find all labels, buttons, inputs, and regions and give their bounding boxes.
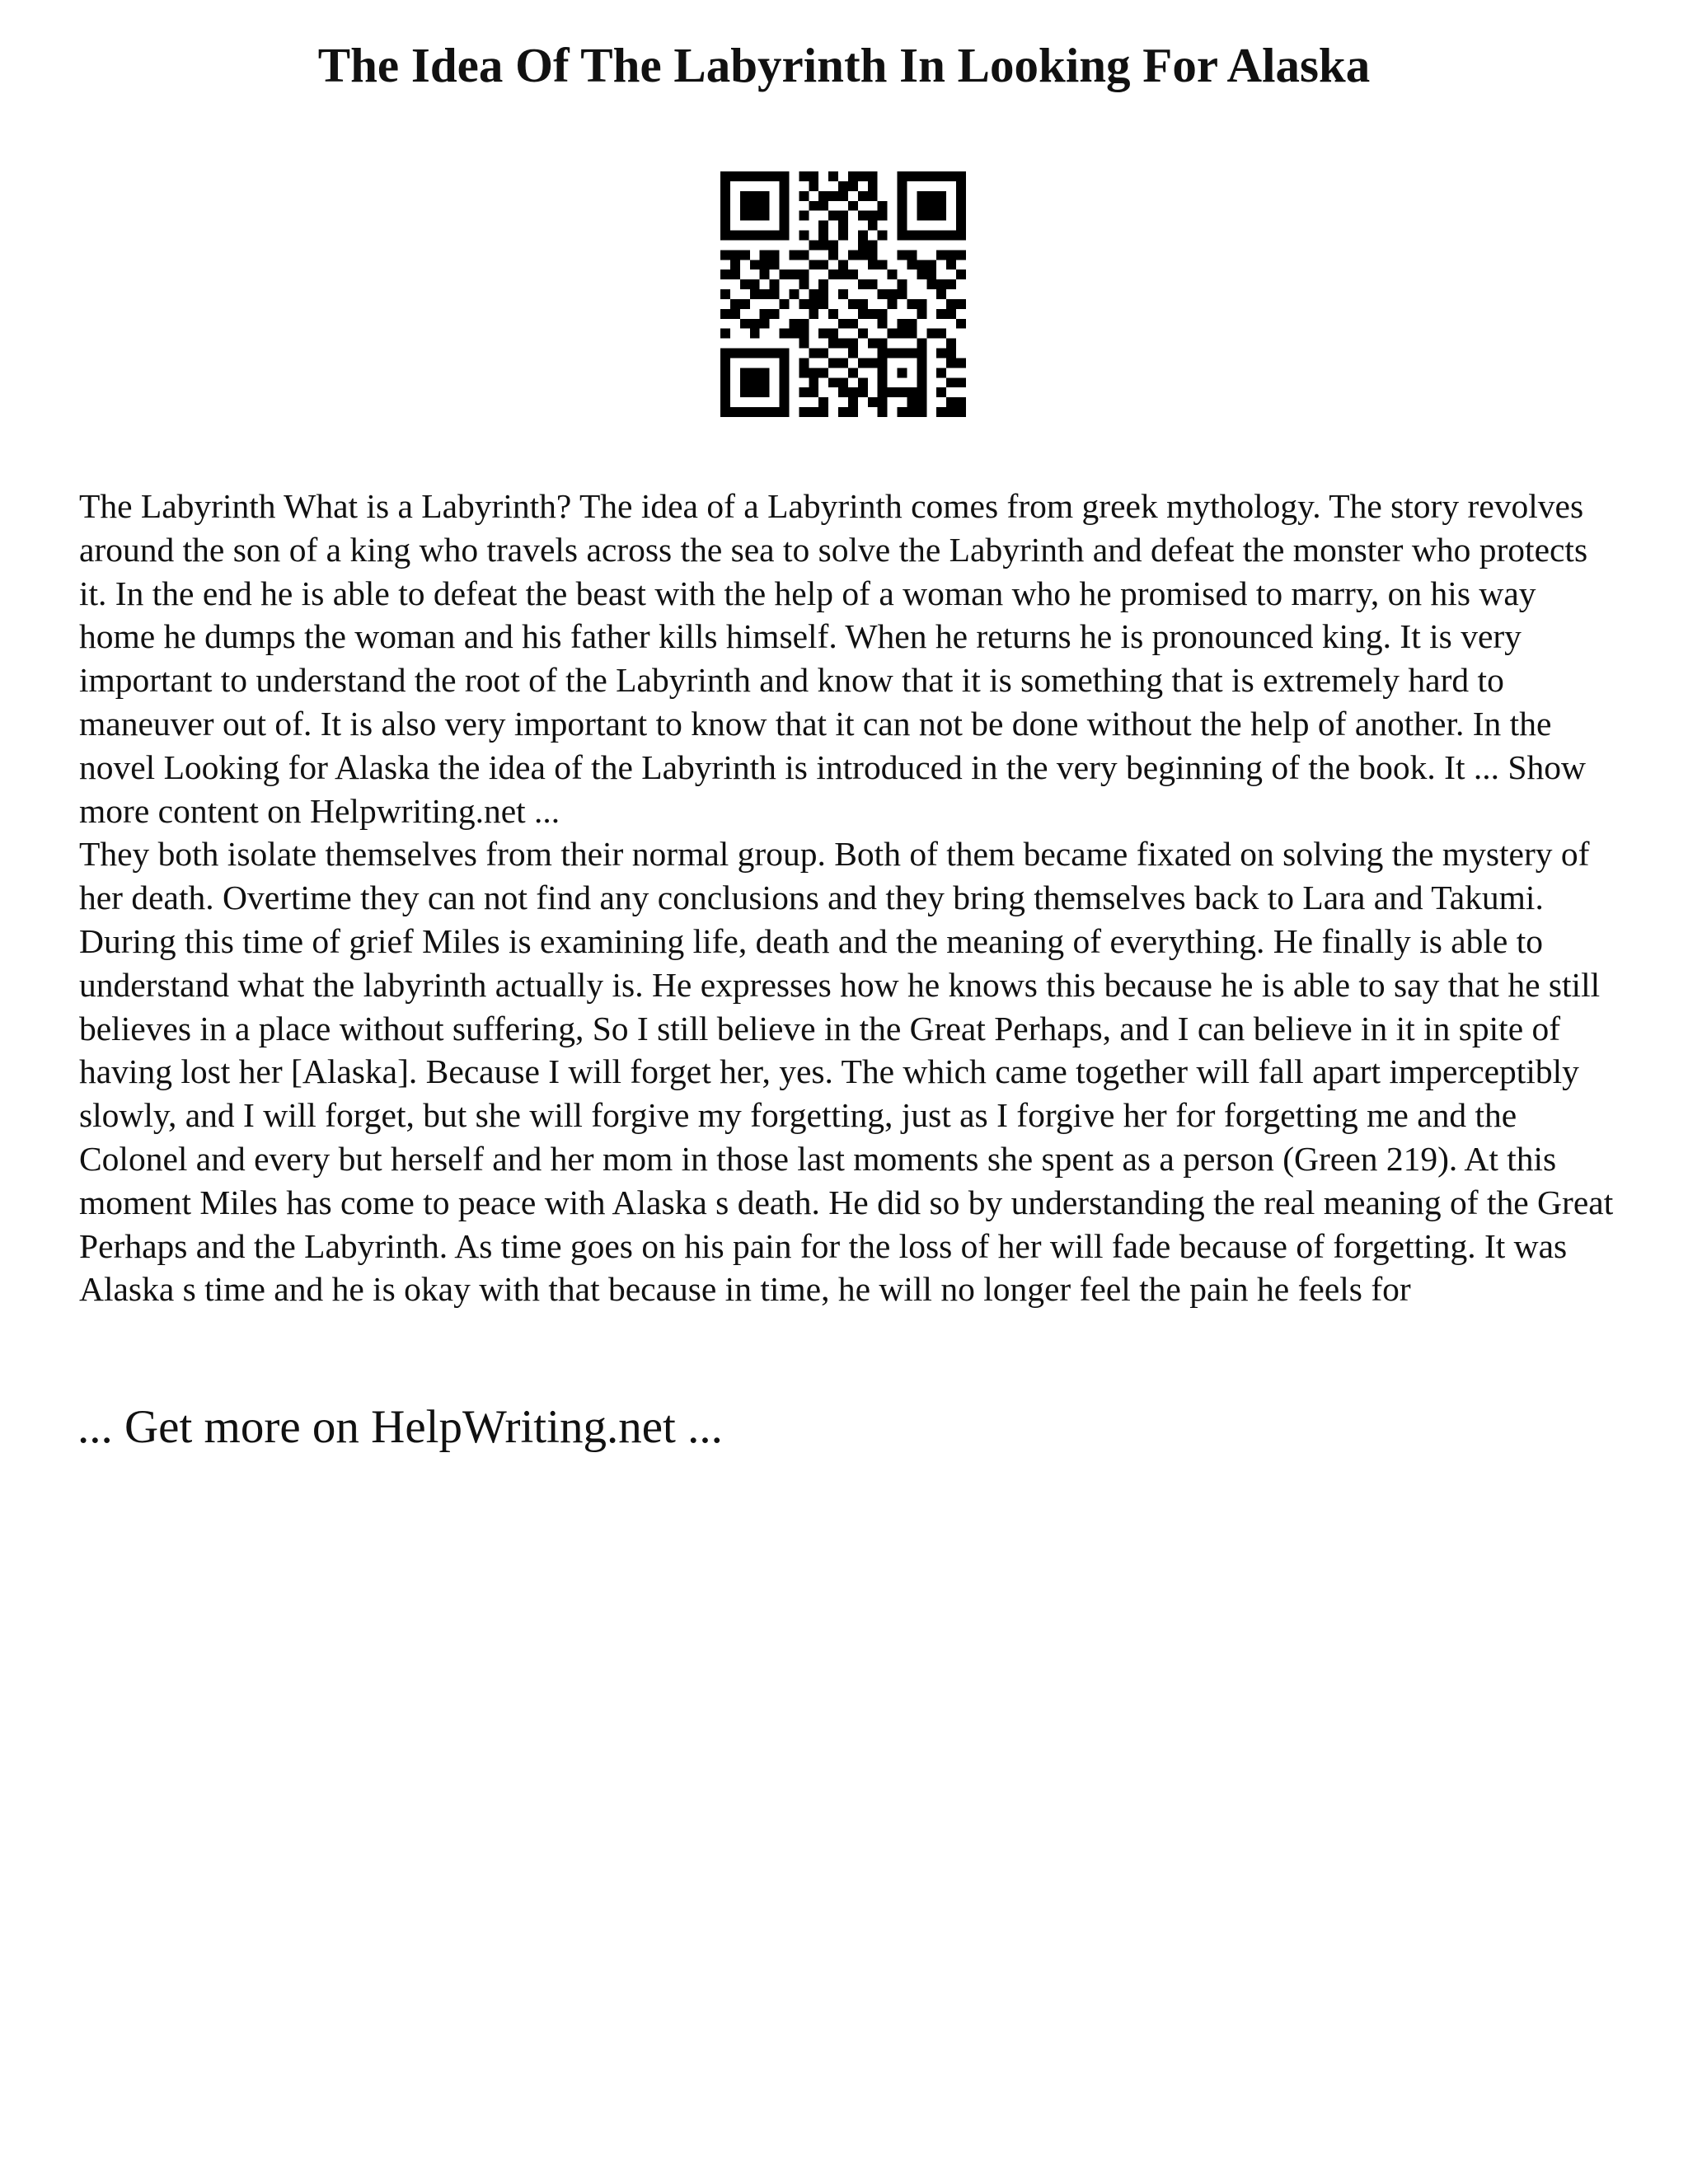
article-body xyxy=(79,485,1620,1311)
page-title: The Idea Of The Labyrinth In Looking For Alaska xyxy=(317,38,1371,92)
article-paragraph-1: The Labyrinth What is a Labyrinth? The idea of a Labyrinth comes from greek mythology. The story revolves around the son of a king who travels across the sea to solve the Labyrinth and defeat the monster who protects it. In the end he is able to defeat the beast with the help of a woman who he promised to marry, on his way home he dumps the woman and his father kills himself. When he returns he is pronounced king. It is very important to understand the root of the Labyrinth and know that it is something that is extremely hard to maneuver out of. It is also very important to know that it can not be done without the help of another. In the novel Looking for Alaska the idea of the Labyrinth is introduced in the very beginning of the book. It ... Show more content on Helpwriting.net ... xyxy=(79,487,1588,830)
article-paragraph-2: They both isolate themselves from their normal group. Both of them became fixated on solving the mystery of her death. Overtime they can not find any conclusions and they bring themselves back to Lara and Takumi. During this time of grief Miles is examining life, death and the meaning of everything. He finally is able to understand what the labyrinth actually is. He expresses how he knows this because he is able to say that he still believes in a place without suffering, So I still believe in the Great Perhaps, and I can believe in it in spite of having lost her [Alaska]. Because I will forget her, yes. The which came together will fall apart imperceptibly slowly, and I will forget, but she will forgive my forgetting, just as I forgive her for forgetting me and the Colonel and every but herself and her mom in those last moments she spent as a person (Green 219). At this moment Miles has come to peace with Alaska s death. He did so by understanding the real meaning of the Great Perhaps and the Labyrinth. As time goes on his pain for the loss of her will fade because of forgetting. It was Alaska s time and he is okay with that because in time, he will no longer feel the pain he feels for xyxy=(79,835,1614,1309)
qr-code-icon xyxy=(720,171,966,417)
qr-code-graphic xyxy=(720,171,966,417)
get-more-link[interactable]: ... Get more on HelpWriting.net ... xyxy=(77,1401,723,1453)
